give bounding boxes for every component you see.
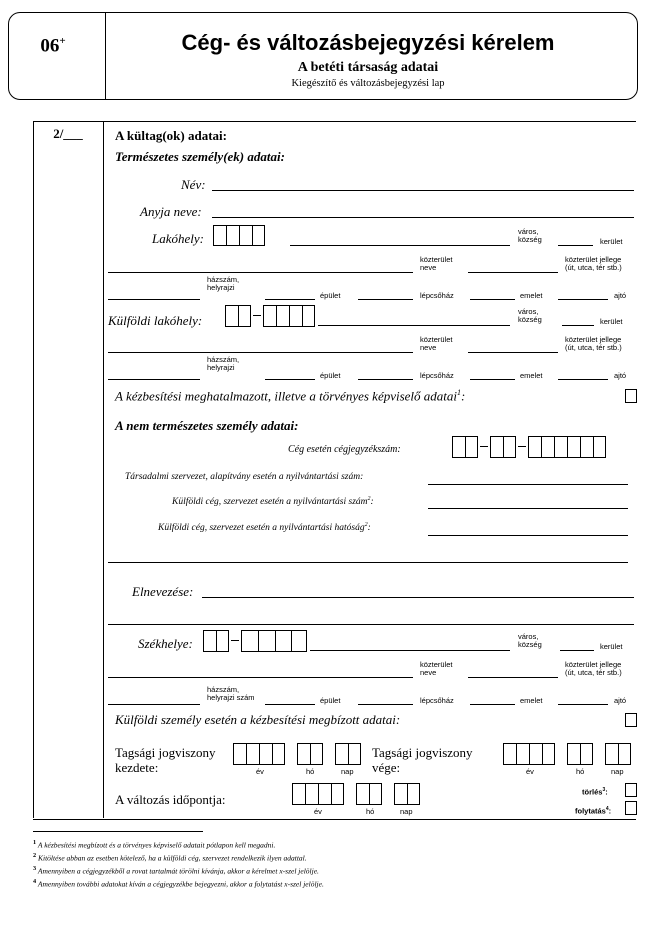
district-caption: kerület xyxy=(600,237,623,246)
month-caption: hó xyxy=(306,767,315,776)
frame-inner-line xyxy=(103,121,104,818)
day-caption: nap xyxy=(400,807,413,816)
change-date-label: A változás időpontja: xyxy=(115,792,226,807)
entity-name-field-2[interactable] xyxy=(108,624,634,625)
end-month-boxes[interactable] xyxy=(567,743,593,765)
foreign-street-field[interactable] xyxy=(108,352,413,353)
seat-door-field[interactable] xyxy=(558,704,608,705)
footnote-4: $^4$ Amennyiben további adatokat kíván a cégjegyzékbe bejegyezni, akkor a folytatást x-szel jelölje. xyxy=(33,878,324,889)
residence-door-field[interactable] xyxy=(558,299,608,300)
dash xyxy=(231,640,239,641)
foreign-delivery-label: Külföldi személy esetén a kézbesítési megbízott adatai: xyxy=(115,712,401,727)
residence-zip-boxes[interactable] xyxy=(213,225,265,246)
staircase-caption: lépcsőház xyxy=(420,371,454,380)
street-type-caption: közterület jellege (út, utca, tér stb.) xyxy=(565,255,622,272)
seat-staircase-field[interactable] xyxy=(358,704,413,705)
residence-district-field[interactable] xyxy=(558,245,593,246)
residence-street-field[interactable] xyxy=(108,272,413,273)
seat-building-field[interactable] xyxy=(265,704,315,705)
name-label: Név: xyxy=(181,177,206,192)
frame-left-line xyxy=(33,121,34,818)
foreign-zip-boxes[interactable] xyxy=(263,305,315,327)
foreign-building-field[interactable] xyxy=(265,379,315,380)
social-org-label: Társadalmi szervezet, alapítvány esetén a nyilvántartási szám: xyxy=(125,472,364,482)
seat-floor-field[interactable] xyxy=(470,704,515,705)
foreign-house-field[interactable] xyxy=(108,379,200,380)
start-day-boxes[interactable] xyxy=(335,743,361,765)
building-caption: épület xyxy=(320,696,341,705)
floor-caption: emelet xyxy=(520,371,543,380)
residence-floor-field[interactable] xyxy=(470,299,515,300)
building-caption: épület xyxy=(320,291,341,300)
month-caption: hó xyxy=(576,767,585,776)
year-caption: év xyxy=(314,807,322,816)
district-caption: kerület xyxy=(600,317,623,326)
continuation-checkbox[interactable] xyxy=(625,801,637,815)
floor-caption: emelet xyxy=(520,696,543,705)
door-caption: ajtó xyxy=(614,371,627,380)
change-day-boxes[interactable] xyxy=(394,783,420,805)
residence-city-field[interactable] xyxy=(290,245,510,246)
delivery-rep-label: A kézbesítési meghatalmazott, illetve a törvényes képviselő adatai$^1$: xyxy=(115,388,466,404)
house-caption: házszám, helyrajzi xyxy=(207,355,240,372)
foreign-street-type-field[interactable] xyxy=(468,352,558,353)
foreign-residence-label: Külföldi lakóhely: xyxy=(108,313,203,328)
social-org-field[interactable] xyxy=(428,484,628,485)
day-caption: nap xyxy=(341,767,354,776)
foreign-auth-label: Külföldi cég, szervezet esetén a nyilvántartási hatóság$^2$: xyxy=(158,522,371,534)
residence-staircase-field[interactable] xyxy=(358,299,413,300)
seat-label: Székhelye: xyxy=(138,636,193,651)
reg-no-court-boxes[interactable] xyxy=(452,436,478,458)
residence-building-field[interactable] xyxy=(265,299,315,300)
end-day-boxes[interactable] xyxy=(605,743,631,765)
membership-end-label: Tagsági jogviszony vége: xyxy=(372,745,473,775)
city-caption: város, község xyxy=(518,227,542,244)
residence-house-field[interactable] xyxy=(108,299,200,300)
year-caption: év xyxy=(526,767,534,776)
floor-caption: emelet xyxy=(520,291,543,300)
building-caption: épület xyxy=(320,371,341,380)
end-year-boxes[interactable] xyxy=(503,743,555,765)
seat-district-field[interactable] xyxy=(560,650,594,651)
dash xyxy=(518,446,526,447)
start-year-boxes[interactable] xyxy=(233,743,285,765)
change-month-boxes[interactable] xyxy=(356,783,382,805)
seat-country-boxes[interactable] xyxy=(203,630,229,652)
house-caption: házszám, helyrajzi xyxy=(207,275,240,292)
house-caption: házszám, helyrajzi szám xyxy=(207,685,255,702)
staircase-caption: lépcsőház xyxy=(420,291,454,300)
delivery-rep-checkbox[interactable] xyxy=(625,389,637,403)
entity-name-field[interactable] xyxy=(202,597,634,598)
reg-no-serial-boxes[interactable] xyxy=(528,436,606,458)
seat-zip-boxes[interactable] xyxy=(241,630,307,652)
foreign-door-field[interactable] xyxy=(558,379,608,380)
mother-name-field[interactable] xyxy=(212,217,634,218)
form-code: 06+ xyxy=(40,35,66,57)
month-caption: hó xyxy=(366,807,375,816)
residence-street-type-field[interactable] xyxy=(468,272,558,273)
form-subsubtitle: Kiegészítő és változásbejegyzési lap xyxy=(291,78,445,89)
seat-street-type-field[interactable] xyxy=(468,677,558,678)
foreign-staircase-field[interactable] xyxy=(358,379,413,380)
street-caption: közterület neve xyxy=(420,335,453,352)
door-caption: ajtó xyxy=(614,291,627,300)
year-caption: év xyxy=(256,767,264,776)
start-month-boxes[interactable] xyxy=(297,743,323,765)
street-caption: közterület neve xyxy=(420,255,453,272)
foreign-org-field[interactable] xyxy=(428,508,628,509)
deletion-checkbox[interactable] xyxy=(625,783,637,797)
change-year-boxes[interactable] xyxy=(292,783,344,805)
door-caption: ajtó xyxy=(614,696,627,705)
residence-label: Lakóhely: xyxy=(152,231,204,246)
city-caption: város, község xyxy=(518,632,542,649)
footnote-separator xyxy=(33,831,203,832)
mother-name-label: Anyja neve: xyxy=(140,204,202,219)
natural-person-heading: Természetes személy(ek) adatai: xyxy=(115,149,285,164)
footnote-3: $^3$ Amennyiben a cégjegyzékből a rovat tartalmát törölni kívánja, akkor a kérelmet x-szel jelölje. xyxy=(33,865,319,876)
legal-person-heading: A nem természetes személy adatai: xyxy=(115,418,299,433)
name-field[interactable] xyxy=(212,190,634,191)
district-caption: kerület xyxy=(600,642,623,651)
foreign-country-boxes[interactable] xyxy=(225,305,251,327)
footnote-1: $^1$ A kézbesítési megbízott és a törvényes képviselő adatait pótlapon kell megadni. xyxy=(33,839,276,850)
form-subtitle: A betéti társaság adatai xyxy=(297,60,439,75)
foreign-delivery-checkbox[interactable] xyxy=(625,713,637,727)
street-type-caption: közterület jellege (út, utca, tér stb.) xyxy=(565,660,622,677)
street-type-caption: közterület jellege (út, utca, tér stb.) xyxy=(565,335,622,352)
membership-start-label: Tagsági jogviszony kezdete: xyxy=(115,745,216,775)
dash xyxy=(253,315,261,316)
staircase-caption: lépcsőház xyxy=(420,696,454,705)
foreign-floor-field[interactable] xyxy=(470,379,515,380)
section-heading: A kültag(ok) adatai: xyxy=(115,128,227,143)
footnote-2: $^2$ Kitöltése abban az esetben kötelező, ha a külföldi cég, szervezet rendelkezik ilyen adattal. xyxy=(33,852,307,863)
entity-name-label: Elnevezése: xyxy=(132,584,194,599)
seat-street-field[interactable] xyxy=(108,677,413,678)
day-caption: nap xyxy=(611,767,624,776)
foreign-auth-field-2[interactable] xyxy=(108,562,628,563)
foreign-org-label: Külföldi cég, szervezet esetén a nyilvántartási szám$^2$: xyxy=(172,496,374,508)
foreign-city-field[interactable] xyxy=(318,325,510,326)
seat-house-field[interactable] xyxy=(108,704,200,705)
section-number: 2/___ xyxy=(53,126,83,141)
city-caption: város, község xyxy=(518,307,542,324)
dash xyxy=(480,446,488,447)
street-caption: közterület neve xyxy=(420,660,453,677)
continuation-label: folytatás$^4$: xyxy=(575,806,612,816)
foreign-district-field[interactable] xyxy=(562,325,594,326)
reg-no-label: Cég esetén cégjegyzékszám: xyxy=(288,444,401,455)
form-title: Cég- és változásbejegyzési kérelem xyxy=(181,30,555,55)
deletion-label: törlés$^3$: xyxy=(582,787,608,797)
reg-no-type-boxes[interactable] xyxy=(490,436,516,458)
foreign-auth-field[interactable] xyxy=(428,535,628,536)
seat-city-field[interactable] xyxy=(310,650,510,651)
